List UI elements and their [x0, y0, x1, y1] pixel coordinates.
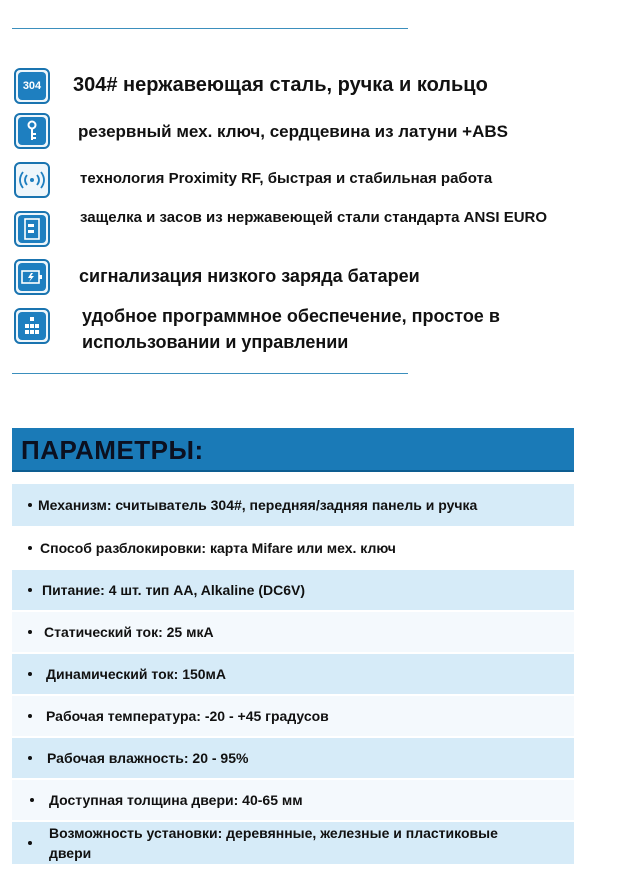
bullet-icon — [28, 841, 32, 845]
param-text: Механизм: считыватель 304#, передняя/задняя панель и ручка — [38, 497, 478, 513]
param-text: Статический ток: 25 мкА — [44, 624, 214, 640]
bullet-icon — [28, 756, 32, 760]
feature-key — [0, 113, 644, 153]
steel-304-icon: 304 — [14, 68, 50, 104]
param-text: Рабочая температура: -20 - +45 градусов — [46, 708, 329, 724]
bullet-icon — [28, 588, 32, 592]
param-row — [12, 528, 574, 568]
param-row — [12, 612, 574, 652]
top-divider — [12, 28, 408, 29]
battery-icon — [14, 259, 50, 295]
feature-text: технология Proximity RF, быстрая и стабильная работа — [80, 170, 493, 187]
rfid-signal-icon — [14, 162, 50, 198]
feature-text: защелка и засов из нержавеющей стали стандарта ANSI EURO — [80, 209, 548, 226]
key-icon — [14, 113, 50, 149]
lock-latch-icon — [14, 211, 50, 247]
param-row — [12, 780, 574, 820]
feature-software — [0, 303, 644, 359]
feature-text: резервный мех. ключ, сердцевина из латуни +ABS — [78, 122, 508, 141]
bullet-icon — [28, 630, 32, 634]
feature-text: 304# нержавеющая сталь, ручка и кольцо — [73, 74, 488, 96]
param-text: Способ разблокировки: карта Mifare или мех. ключ — [40, 540, 396, 556]
feature-battery — [0, 258, 644, 298]
param-text: Динамический ток: 150мА — [46, 666, 227, 682]
feature-text: сигнализация низкого заряда батареи — [79, 266, 420, 286]
param-row — [12, 570, 574, 610]
param-text: Рабочая влажность: 20 - 95% — [47, 750, 249, 766]
bullet-icon — [28, 503, 32, 507]
feature-steel — [0, 66, 644, 106]
param-text: Возможность установки: деревянные, железные и пластиковые двери — [49, 825, 498, 861]
param-row — [12, 738, 574, 778]
feature-rfid — [0, 160, 644, 200]
param-text: Питание: 4 шт. тип AA, Alkaline (DC6V) — [42, 582, 305, 598]
param-row — [12, 822, 574, 864]
bottom-divider — [12, 373, 408, 374]
param-row — [12, 484, 574, 526]
bullet-icon — [28, 714, 32, 718]
param-text: Доступная толщина двери: 40-65 мм — [49, 792, 303, 808]
feature-latch — [0, 207, 644, 253]
param-row — [12, 696, 574, 736]
bullet-icon — [28, 672, 32, 676]
software-icon — [14, 308, 50, 344]
bullet-icon — [28, 546, 32, 550]
bullet-icon — [30, 798, 34, 802]
feature-text: удобное программное обеспечение, простое в использовании и управлении — [82, 306, 500, 352]
params-title: ПАРАМЕТРЫ: — [12, 428, 574, 470]
param-row — [12, 654, 574, 694]
